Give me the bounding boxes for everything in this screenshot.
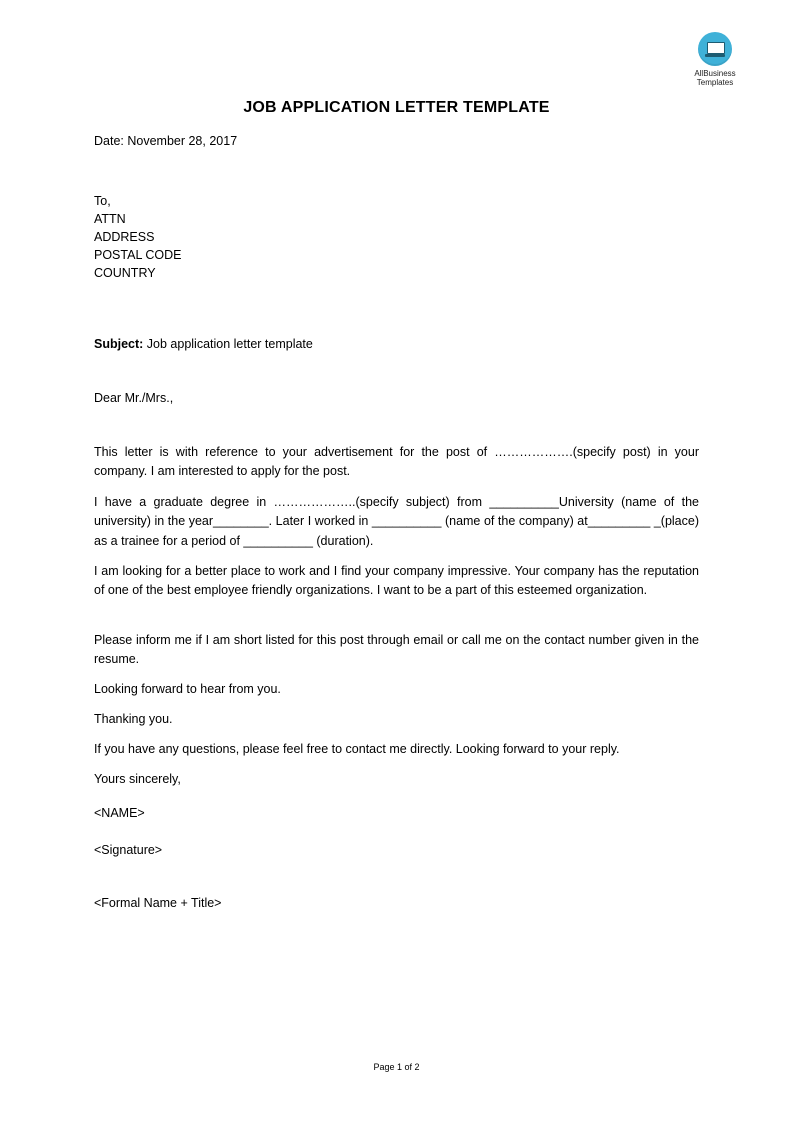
address-to: To, (94, 194, 111, 208)
logo-line-1: AllBusiness (694, 69, 736, 78)
closing-name: <NAME> (94, 806, 145, 820)
salutation: Dear Mr./Mrs., (94, 391, 174, 405)
address-attn: ATTN (94, 212, 126, 226)
paragraph-education: I have a graduate degree in ………………..(specify subject) from __________University (name of the university) in the year________. Later I worked in __________ (name of the company) at_________ _(place) as a trainee for a period of __________ (duration). (94, 495, 699, 548)
allbusiness-logo (686, 32, 744, 87)
closing-formal-name: <Formal Name + Title> (94, 896, 222, 910)
subject-line (94, 337, 313, 351)
laptop-icon (698, 32, 732, 66)
paragraph-contact: Please inform me if I am short listed for this post through email or call me on the contact number given in the resume. (94, 633, 699, 667)
closing-signature: <Signature> (94, 843, 163, 857)
closing-sincerely: Yours sincerely, (94, 772, 181, 786)
paragraph-questions: If you have any questions, please feel free to contact me directly. Looking forward to your reply. (94, 742, 620, 756)
address-line: ADDRESS (94, 230, 155, 244)
paragraph-looking-forward: Looking forward to hear from you. (94, 682, 281, 696)
subject-label: Subject: (94, 337, 144, 351)
logo-line-2: Templates (696, 78, 734, 87)
address-postal-code: POSTAL CODE (94, 248, 182, 262)
address-country: COUNTRY (94, 266, 156, 280)
paragraph-reference: This letter is with reference to your advertisement for the post of ……………….(specify post) in your company. I am interested to apply for the post. (94, 445, 699, 479)
document-title: JOB APPLICATION LETTER TEMPLATE (243, 99, 550, 116)
page-number: Page 1 of 2 (373, 1062, 420, 1072)
subject-text: Job application letter template (143, 337, 313, 351)
paragraph-thanking: Thanking you. (94, 712, 173, 726)
paragraph-motivation: I am looking for a better place to work and I find your company impressive. Your company has the reputation of one of the best employee friendly organizations. I want to be a part of this esteemed organization. (94, 564, 699, 598)
letter-date: Date: November 28, 2017 (94, 134, 238, 148)
logo-text (686, 69, 744, 87)
